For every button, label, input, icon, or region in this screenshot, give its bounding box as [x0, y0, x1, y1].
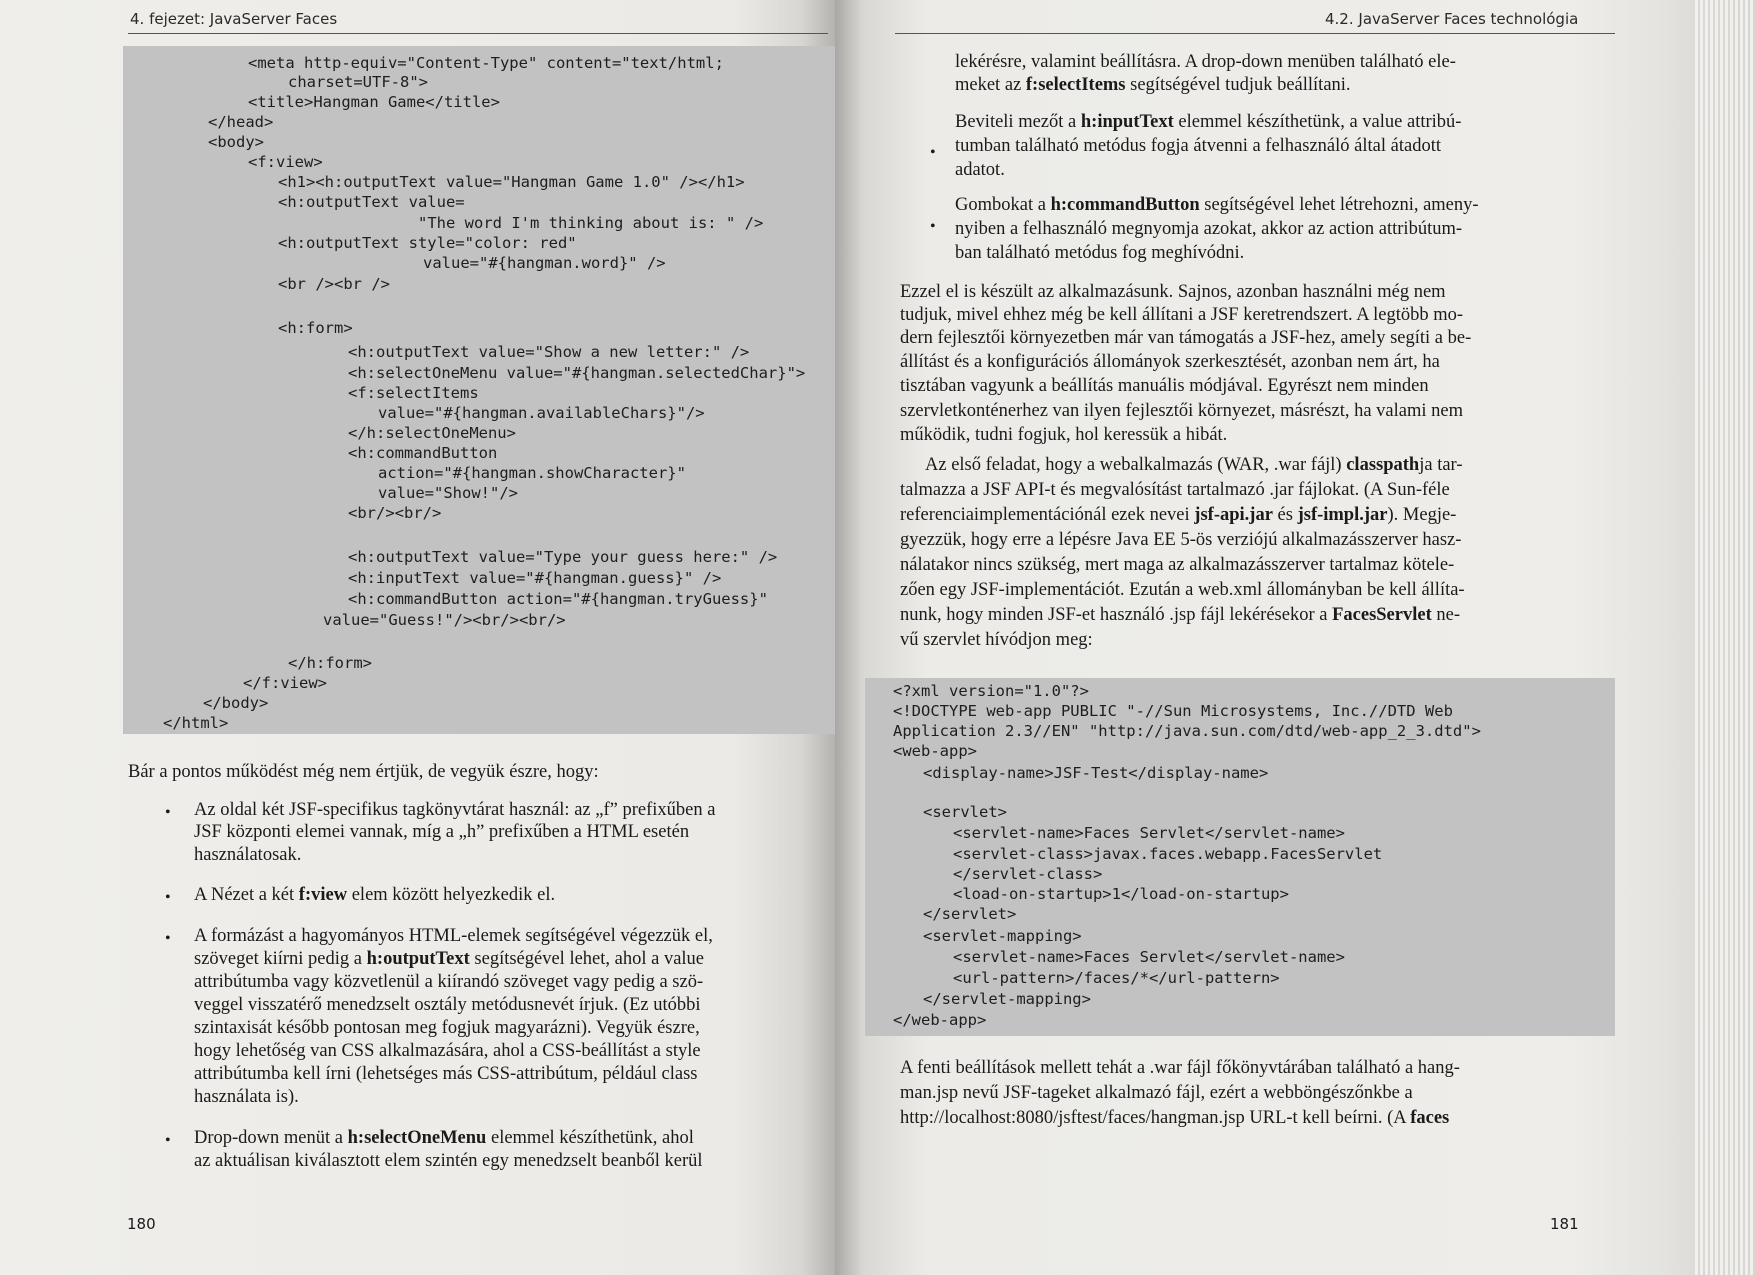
- code-line: <servlet-mapping>: [923, 927, 1082, 945]
- code-line: <servlet-name>Faces Servlet</servlet-name>: [953, 948, 1345, 966]
- bullet-line: Drop-down menüt a h:selectOneMenu elemmel készíthetünk, ahol: [194, 1128, 694, 1148]
- code-line: <load-on-startup>1</load-on-startup>: [953, 885, 1289, 903]
- bullet-line: attribútumba vagy közvetlenül a kiírandó szöveget vagy pedig a szö-: [194, 972, 704, 992]
- bullet-marker: •: [165, 1132, 171, 1149]
- code-listing-webxml: [865, 678, 1615, 1036]
- bullet-line: használata is).: [194, 1087, 299, 1107]
- code-line: Application 2.3//EN" "http://java.sun.com/dtd/web-app_2_3.dtd">: [893, 722, 1481, 740]
- code-line: <display-name>JSF-Test</display-name>: [923, 764, 1269, 782]
- text-line: meket az f:selectItems segítségével tudjuk beállítani.: [955, 75, 1351, 95]
- paragraph-line: működik, tudni fogjuk, hol keressük a hibát.: [900, 425, 1228, 445]
- code-line: </h:selectOneMenu>: [348, 424, 516, 442]
- paragraph-line: A fenti beállítások mellett tehát a .war fájl főkönyvtárában található a hang-: [900, 1058, 1460, 1078]
- code-line: </f:view>: [243, 674, 327, 692]
- code-line: </head>: [208, 113, 274, 131]
- paragraph-line: Az első feladat, hogy a webalkalmazás (WAR, .war fájl) classpathja tar-: [925, 455, 1463, 475]
- code-line: <url-pattern>/faces/*</url-pattern>: [953, 969, 1280, 987]
- code-line: <body>: [208, 133, 264, 151]
- code-line: <h:form>: [278, 319, 353, 337]
- code-line: value="Guess!"/><br/><br/>: [323, 611, 566, 629]
- code-line: <h:outputText value="Show a new letter:" />: [348, 343, 750, 361]
- code-line: charset=UTF-8">: [288, 73, 428, 91]
- code-line: <title>Hangman Game</title>: [248, 93, 500, 111]
- page-edges: [1695, 0, 1755, 1275]
- intro-text: Bár a pontos működést még nem értjük, de vegyük észre, hogy:: [128, 762, 599, 782]
- text-line: lekérésre, valamint beállításra. A drop-down menüben található ele-: [955, 52, 1456, 72]
- code-line: "The word I'm thinking about is: " />: [418, 214, 764, 232]
- bullet-line: Gombokat a h:commandButton segítségével lehet létrehozni, ameny-: [955, 195, 1479, 215]
- paragraph-line: gyezzük, hogy erre a lépésre Java EE 5-ös verziójú alkalmazásszerver hasz-: [900, 530, 1462, 550]
- code-line: <!DOCTYPE web-app PUBLIC "-//Sun Microsystems, Inc.//DTD Web: [893, 702, 1453, 720]
- bullet-line: nyiben a felhasználó megnyomja azokat, akkor az action attribútum-: [955, 219, 1463, 239]
- bullet-line: szöveget kiírni pedig a h:outputText segítségével lehet, ahol a value: [194, 949, 705, 969]
- paragraph-line: állítást és a konfigurációs állományok szerkesztését, azonban nem árt, ha: [900, 352, 1440, 372]
- bullet-marker: •: [165, 889, 171, 906]
- bullet-marker: •: [165, 804, 171, 821]
- code-line: <h:selectOneMenu value="#{hangman.selectedChar}">: [348, 364, 806, 382]
- code-line: <h:outputText style="color: red": [278, 234, 577, 252]
- code-line: </h:form>: [288, 654, 372, 672]
- code-line: <servlet-class>javax.faces.webapp.FacesServlet: [953, 845, 1383, 863]
- paragraph-line: vű szervlet hívódjon meg:: [900, 630, 1093, 650]
- code-listing-jsp: [123, 46, 835, 734]
- bullet-marker: •: [930, 218, 936, 235]
- left-page: [0, 0, 835, 1275]
- bullet-line: Beviteli mezőt a h:inputText elemmel készíthetünk, a value attribú-: [955, 112, 1462, 132]
- bullet-line: hogy lehetőség van CSS alkalmazására, ahol a CSS-beállítást a style: [194, 1041, 701, 1061]
- code-line: <h:commandButton action="#{hangman.tryGuess}": [348, 590, 768, 608]
- paragraph-line: tudjuk, mivel ehhez még be kell állítani a JSF keretrendszert. A legtöbb mo-: [900, 305, 1464, 325]
- code-line: <f:selectItems: [348, 384, 479, 402]
- header-rule: [895, 33, 1615, 34]
- bullet-line: attribútumba kell írni (lehetséges más CSS-attribútum, például class: [194, 1064, 698, 1084]
- paragraph-line: Ezzel el is készült az alkalmazásunk. Sajnos, azonban használni még nem: [900, 282, 1446, 302]
- code-line: </servlet>: [923, 905, 1017, 923]
- code-line: <br/><br/>: [348, 504, 442, 522]
- bullet-marker: •: [165, 930, 171, 947]
- bullet-line: A Nézet a két f:view elem között helyezkedik el.: [194, 885, 556, 905]
- bullet-line: az aktuálisan kiválasztott elem szintén egy menedzselt beanből kerül: [194, 1151, 703, 1171]
- code-line: </html>: [163, 714, 229, 732]
- page-number-right: 181: [1550, 1215, 1579, 1233]
- bullet-marker: •: [930, 144, 936, 161]
- right-page: [835, 0, 1755, 1275]
- code-line: </body>: [203, 694, 269, 712]
- code-line: <web-app>: [893, 742, 977, 760]
- page-number-left: 180: [127, 1215, 156, 1233]
- paragraph-line: http://localhost:8080/jsftest/faces/hangman.jsp URL-t kell beírni. (A faces: [900, 1108, 1450, 1128]
- code-line: </servlet-mapping>: [923, 990, 1091, 1008]
- code-line: <h1><h:outputText value="Hangman Game 1.0" /></h1>: [278, 173, 745, 191]
- code-line: <h:outputText value=: [278, 193, 465, 211]
- bullet-line: Az oldal két JSF-specifikus tagkönyvtárat használ: az „f” prefixűben a: [194, 800, 716, 820]
- paragraph-line: dern fejlesztői környezetben már van támogatás a JSF-hez, amely segíti a be-: [900, 328, 1472, 348]
- bullet-line: használatosak.: [194, 845, 302, 865]
- running-head-left: 4. fejezet: JavaServer Faces: [130, 10, 338, 28]
- code-line: </web-app>: [893, 1011, 987, 1029]
- paragraph-line: tisztában vagyunk a beállítás manuális módjával. Egyrészt nem minden: [900, 376, 1429, 396]
- code-line: <f:view>: [248, 153, 323, 171]
- header-rule: [128, 33, 828, 34]
- paragraph-line: szervletkonténerhez van ilyen fejlesztői környezet, másrészt, ha valami nem: [900, 401, 1463, 421]
- code-line: <servlet-name>Faces Servlet</servlet-name>: [953, 824, 1345, 842]
- bullet-line: adatot.: [955, 160, 1005, 180]
- code-line: value="#{hangman.word}" />: [423, 254, 666, 272]
- code-line: value="Show!"/>: [378, 484, 518, 502]
- code-line: </servlet-class>: [953, 865, 1103, 883]
- bullet-line: szintaxisát később pontosan meg fogjuk magyarázni). Vegyük észre,: [194, 1018, 700, 1038]
- code-line: <h:outputText value="Type your guess here:" />: [348, 548, 778, 566]
- code-line: <meta http-equiv="Content-Type" content="text/html;: [248, 54, 724, 72]
- paragraph-line: zően egy JSF-implementációt. Ezután a web.xml állományban be kell állíta-: [900, 580, 1465, 600]
- paragraph-line: nunk, hogy minden JSF-et használó .jsp fájl lekérésekor a FacesServlet ne-: [900, 605, 1460, 625]
- code-line: <servlet>: [923, 803, 1007, 821]
- paragraph-line: referenciaimplementációnál ezek nevei jsf-api.jar és jsf-impl.jar). Megje-: [900, 505, 1457, 525]
- paragraph-line: man.jsp nevű JSF-tageket alkalmazó fájl, ezért a webböngészőnkbe a: [900, 1083, 1413, 1103]
- bullet-line: ban található metódus fog meghívódni.: [955, 243, 1245, 263]
- paragraph-line: talmazza a JSF API-t és megvalósítást tartalmazó .jar fájlokat. (A Sun-féle: [900, 480, 1450, 500]
- code-line: <br /><br />: [278, 275, 390, 293]
- code-line: <?xml version="1.0"?>: [893, 682, 1089, 700]
- bullet-line: veggel visszatérő menedzselt osztály metódusnevét írjuk. (Ez utóbbi: [194, 995, 701, 1015]
- code-line: <h:commandButton: [348, 444, 498, 462]
- bullet-line: tumban található metódus fogja átvenni a felhasználó által átadott: [955, 136, 1441, 156]
- bullet-line: JSF központi elemei vannak, míg a „h” prefixűben a HTML esetén: [194, 822, 690, 842]
- code-line: <h:inputText value="#{hangman.guess}" />: [348, 569, 722, 587]
- code-line: value="#{hangman.availableChars}"/>: [378, 404, 705, 422]
- bullet-line: A formázást a hagyományos HTML-elemek segítségével végezzük el,: [194, 926, 713, 946]
- paragraph-line: nálatakor nincs szükség, mert maga az alkalmazásszerver tartalmaz kötele-: [900, 555, 1455, 575]
- running-head-right: 4.2. JavaServer Faces technológia: [1325, 10, 1579, 28]
- code-line: action="#{hangman.showCharacter}": [378, 464, 686, 482]
